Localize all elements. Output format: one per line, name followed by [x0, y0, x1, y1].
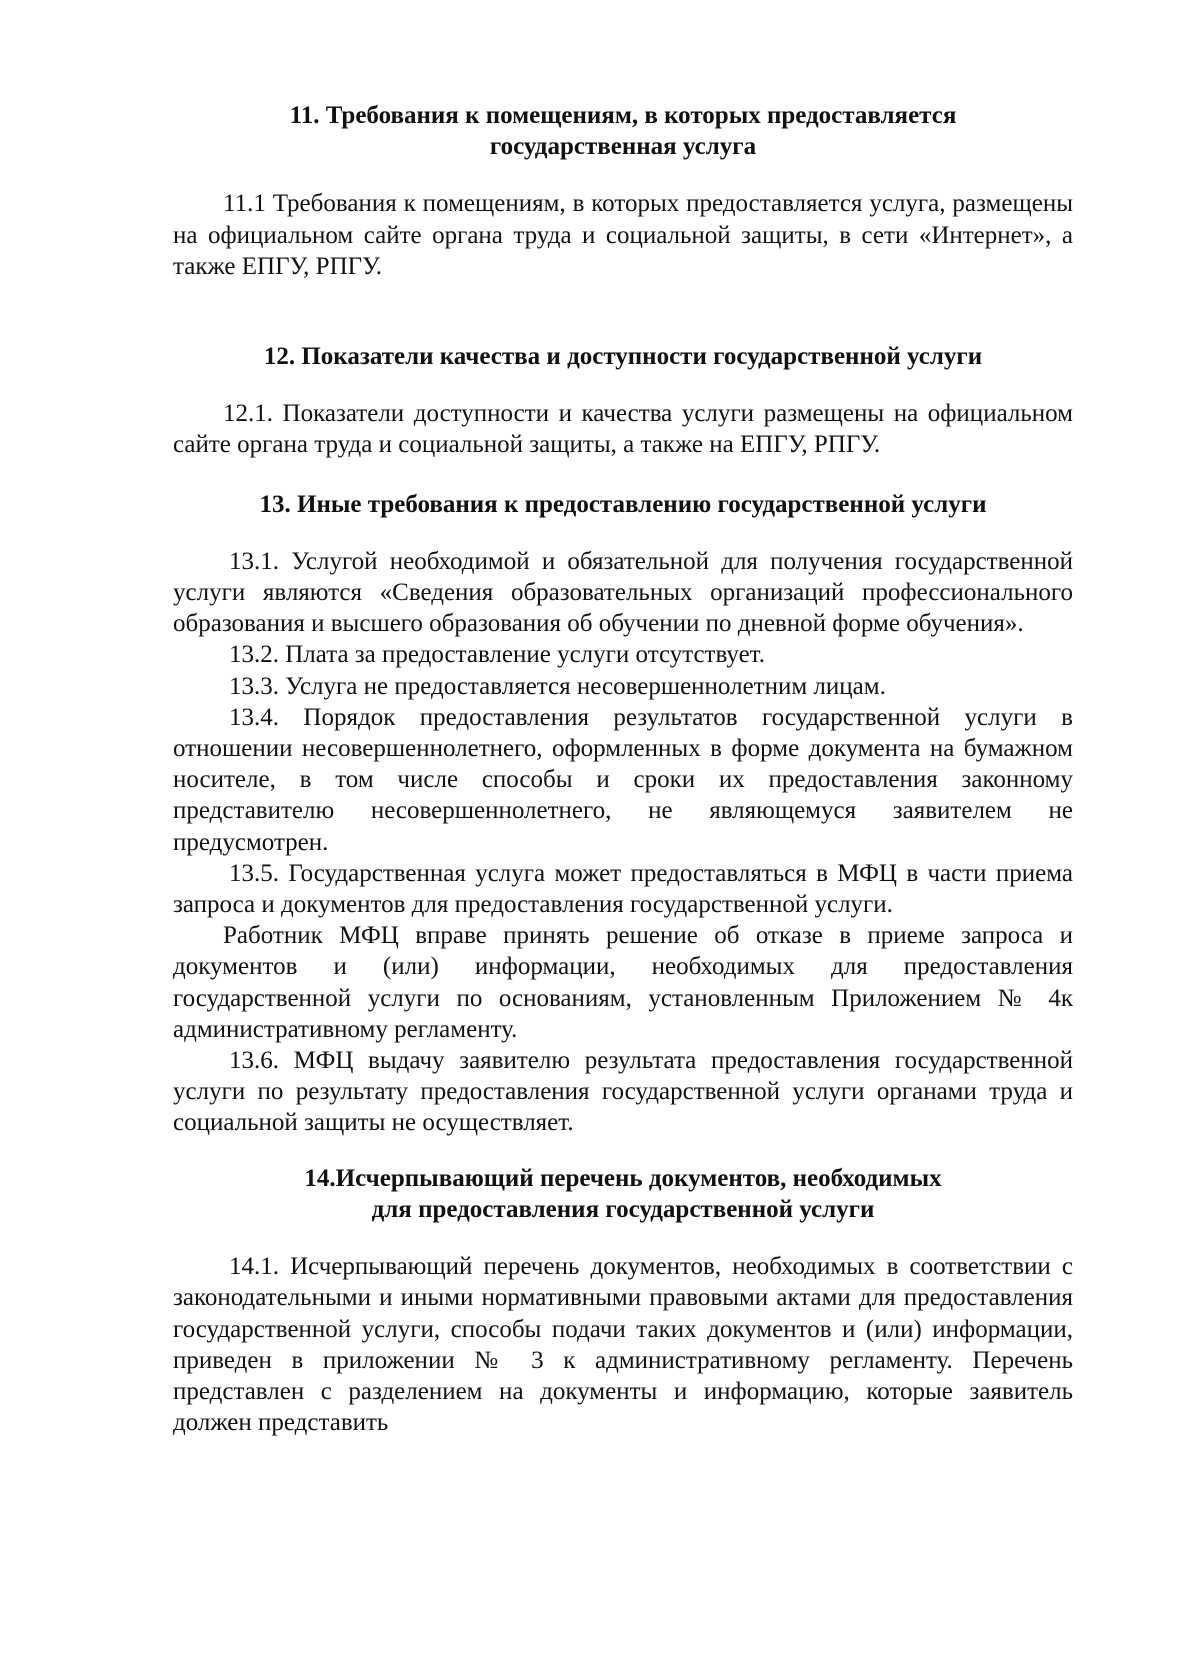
- paragraph-13-4: 13.4. Порядок предоставления результатов государственной услуги в отношении несовершеннолетнего, оформленных в форме документа на бумажном носителе, в том числе способы и сроки их предоставления законному представителю несовершеннолетнего, не являющемуся заявителем не предусмотрен.: [173, 703, 1073, 856]
- heading-line: 14.Исчерпывающий перечень документов, необходимых: [304, 1164, 942, 1192]
- heading-line: 11. Требования к помещениям, в которых предоставляется: [289, 102, 957, 129]
- section-11: [173, 100, 1073, 282]
- paragraph-13-3: 13.3. Услуга не предоставляется несовершеннолетним лицам.: [229, 672, 886, 700]
- paragraph-11-1: 11.1 Требования к помещениям, в которых предоставляется услуга, размещены на официальном сайте органа труда и социальной защиты, в сети «Интернет», а также ЕПГУ, РПГУ.: [173, 190, 1073, 280]
- paragraph-13-6: 13.6. МФЦ выдачу заявителю результата предоставления государственной услуги по результату предоставления государственной услуги органами труда и социальной защиты не осуществляет.: [173, 1047, 1073, 1137]
- section-14: [173, 1163, 1073, 1439]
- section-heading-11: [173, 100, 1073, 162]
- section-13: [173, 489, 1073, 1139]
- heading-line: 12. Показатели качества и доступности государственной услуги: [263, 343, 983, 371]
- paragraph-12-1: 12.1. Показатели доступности и качества услуги размещены на официальном сайте органа труда и социальной защиты, а также на ЕПГУ, РПГУ.: [173, 400, 1073, 459]
- paragraph-13-2: 13.2. Плата за предоставление услуги отсутствует.: [229, 641, 765, 669]
- section-heading-14: [173, 1163, 1073, 1225]
- document-page: [173, 100, 1073, 1438]
- heading-line: для предоставления государственной услуги: [371, 1195, 875, 1223]
- paragraph-mfc-worker: Работник МФЦ вправе принять решение об отказе в приеме запроса и документов и (или) информации, необходимых для предоставления государственной услуги по основаниям, установленным Приложением № 4к административному регламенту.: [173, 922, 1073, 1043]
- section-heading-12: [173, 341, 1073, 372]
- paragraph-13-1: 13.1. Услугой необходимой и обязательной для получения государственной услуги являются «Сведения образовательных организаций профессионального образования и высшего образования об обучении по дневной форме обучения».: [173, 547, 1073, 638]
- section-12: [173, 341, 1073, 461]
- paragraph-14-1: 14.1. Исчерпывающий перечень документов, необходимых в соответствии с законодательными и иными нормативными правовыми актами для предоставления государственной услуги, способы подачи таких документов и (или) информации, приведен в приложении № 3 к административному регламенту. Перечень представлен с разделением на документы и информацию, которые заявитель должен представить: [173, 1253, 1073, 1437]
- heading-line: государственная услуга: [489, 133, 757, 161]
- heading-line: 13. Иные требования к предоставлению государственной услуги: [259, 490, 987, 518]
- paragraph-13-5: 13.5. Государственная услуга может предоставляться в МФЦ в части приема запроса и документов для предоставления государственной услуги.: [173, 859, 1073, 919]
- section-heading-13: [173, 489, 1073, 520]
